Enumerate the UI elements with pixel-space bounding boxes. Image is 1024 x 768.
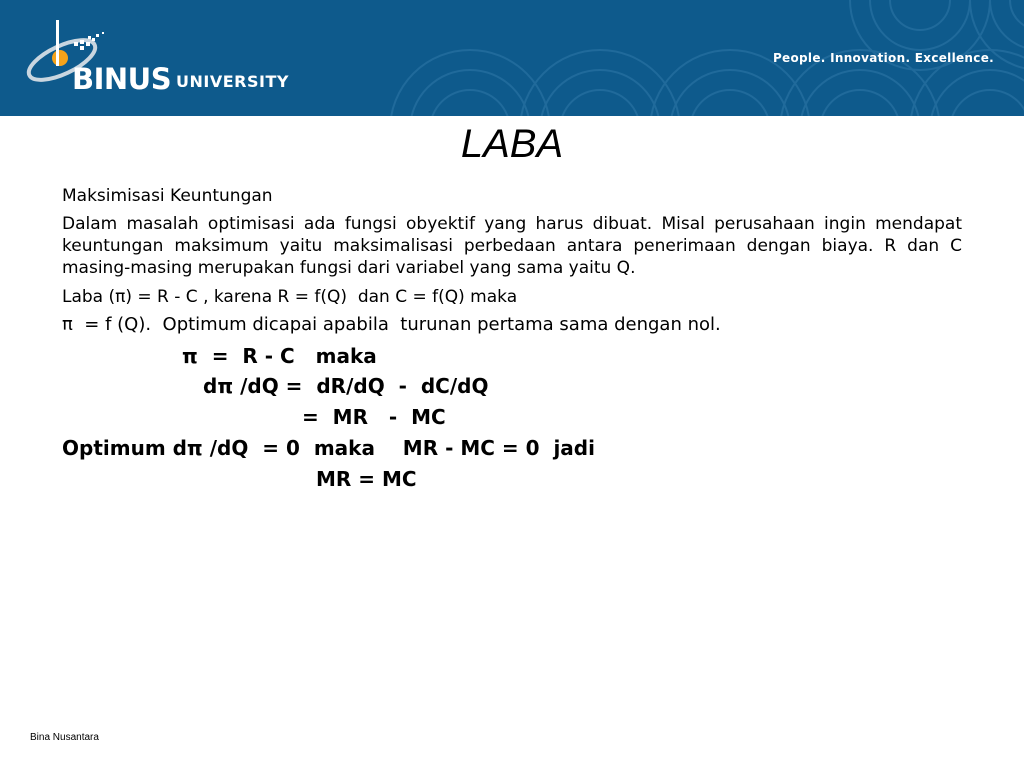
- equation-profit: π = R - C maka: [182, 344, 377, 368]
- optimum-condition-line: π = f (Q). Optimum dicapai apabila turunan pertama sama dengan nol.: [62, 314, 721, 335]
- equation-mr-mc: = MR - MC: [302, 405, 446, 429]
- header-banner: [0, 0, 1024, 116]
- tagline: People. Innovation. Excellence.: [772, 51, 994, 65]
- section-heading: Maksimisasi Keuntungan: [62, 186, 273, 206]
- equation-derivative: dπ /dQ = dR/dQ - dC/dQ: [203, 374, 489, 398]
- equation-result: MR = MC: [316, 467, 417, 491]
- brand-name: BINUS: [72, 62, 172, 96]
- body-paragraph: Dalam masalah optimisasi ada fungsi obyektif yang harus dibuat. Misal perusahaan ingin mendapat keuntungan maksimum yaitu maksimalisasi perbedaan antara penerimaan dengan biaya. R dan C masing-masing merupakan fungsi dari variabel yang sama yaitu Q.: [62, 214, 962, 278]
- footer-text: Bina Nusantara: [30, 732, 99, 743]
- laba-definition-line: Laba (π) = R - C , karena R = f(Q) dan C = f(Q) maka: [62, 287, 518, 307]
- slide-body: [62, 185, 962, 495]
- equation-optimum: Optimum dπ /dQ = 0 maka MR - MC = 0 jadi: [62, 436, 595, 460]
- slide-title: LABA: [460, 122, 564, 166]
- brand-subtitle: UNIVERSITY: [176, 72, 289, 91]
